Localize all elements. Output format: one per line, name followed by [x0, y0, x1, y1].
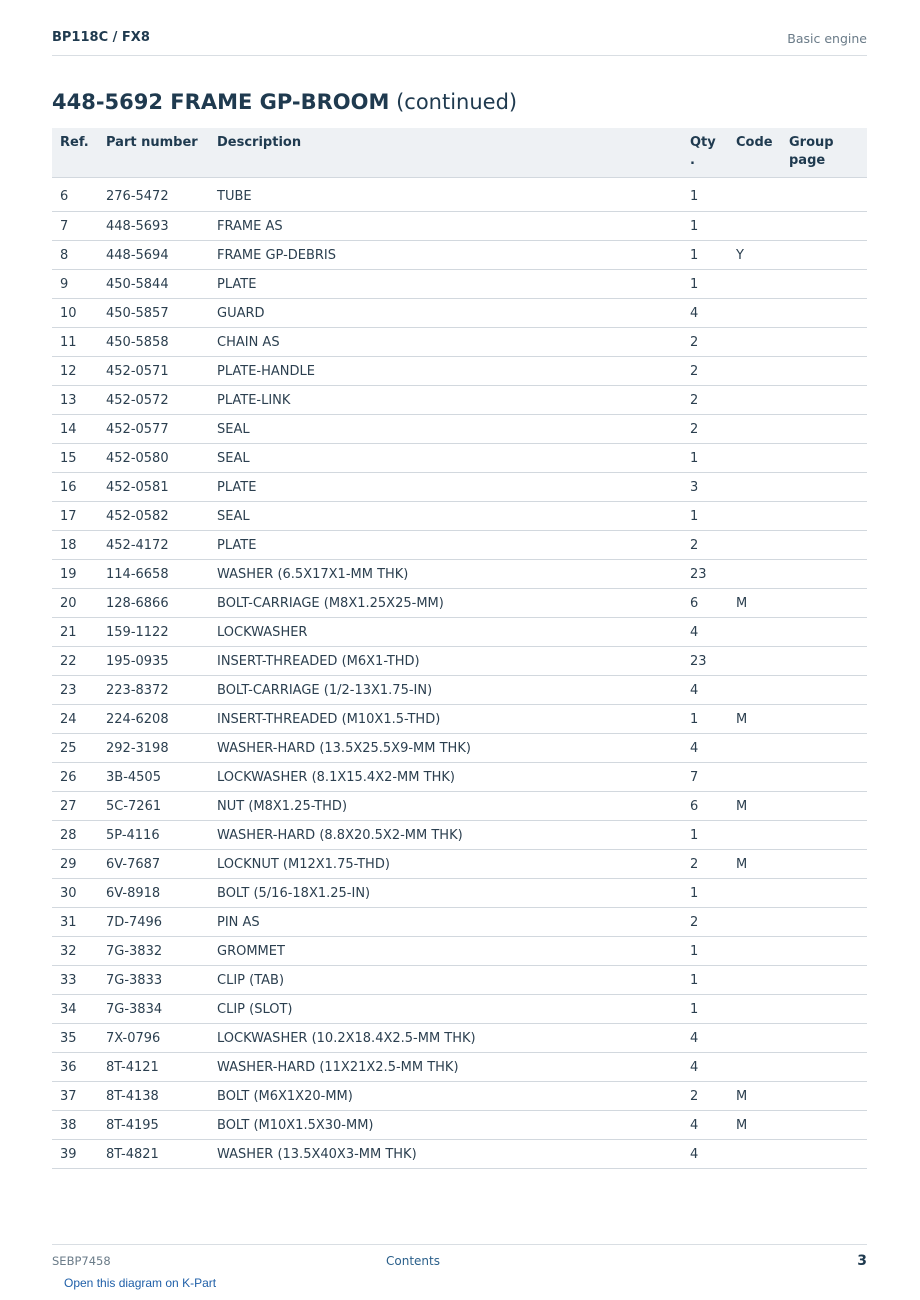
cell-desc: WASHER (13.5X40X3-MM THK): [209, 1140, 682, 1169]
cell-part: 450-5857: [98, 299, 209, 328]
cell-group: [781, 502, 867, 531]
cell-code: [728, 502, 781, 531]
table-row: [52, 763, 867, 792]
cell-part: 452-0572: [98, 386, 209, 415]
cell-code: [728, 908, 781, 937]
table-row: [52, 241, 867, 270]
cell-desc: TUBE: [209, 178, 682, 212]
cell-ref: 25: [52, 734, 98, 763]
cell-group: [781, 908, 867, 937]
cell-group: [781, 937, 867, 966]
cell-code: [728, 937, 781, 966]
cell-ref: 9: [52, 270, 98, 299]
table-row: [52, 850, 867, 879]
cell-part: 452-0577: [98, 415, 209, 444]
cell-desc: WASHER-HARD (8.8X20.5X2-MM THK): [209, 821, 682, 850]
table-row: [52, 178, 867, 212]
table-row: [52, 415, 867, 444]
table-row: [52, 1053, 867, 1082]
cell-qty: 2: [682, 328, 728, 357]
cell-part: 7G-3832: [98, 937, 209, 966]
page-footer: [52, 1244, 867, 1269]
cell-ref: 34: [52, 995, 98, 1024]
table-row: [52, 212, 867, 241]
table-row: [52, 270, 867, 299]
cell-qty: 1: [682, 966, 728, 995]
cell-group: [781, 178, 867, 212]
cell-qty: 1: [682, 937, 728, 966]
cell-code: [728, 995, 781, 1024]
page-title: [52, 90, 517, 114]
cell-group: [781, 1140, 867, 1169]
cell-group: [781, 676, 867, 705]
cell-desc: BOLT-CARRIAGE (1/2-13X1.75-IN): [209, 676, 682, 705]
kpart-link[interactable]: Open this diagram on K-Part: [64, 1276, 217, 1290]
table-row: [52, 1140, 867, 1169]
cell-ref: 37: [52, 1082, 98, 1111]
cell-group: [781, 415, 867, 444]
cell-ref: 17: [52, 502, 98, 531]
cell-part: 114-6658: [98, 560, 209, 589]
cell-desc: WASHER-HARD (11X21X2.5-MM THK): [209, 1053, 682, 1082]
cell-qty: 23: [682, 560, 728, 589]
cell-desc: BOLT (M6X1X20-MM): [209, 1082, 682, 1111]
cell-part: 8T-4195: [98, 1111, 209, 1140]
cell-ref: 27: [52, 792, 98, 821]
cell-part: 224-6208: [98, 705, 209, 734]
cell-qty: 1: [682, 705, 728, 734]
cell-part: 452-0582: [98, 502, 209, 531]
cell-ref: 7: [52, 212, 98, 241]
cell-part: 8T-4121: [98, 1053, 209, 1082]
cell-part: 276-5472: [98, 178, 209, 212]
cell-code: [728, 676, 781, 705]
cell-group: [781, 357, 867, 386]
cell-qty: 1: [682, 212, 728, 241]
cell-ref: 28: [52, 821, 98, 850]
cell-desc: INSERT-THREADED (M10X1.5-THD): [209, 705, 682, 734]
table-header-row: [52, 128, 867, 178]
cell-group: [781, 241, 867, 270]
cell-code: [728, 1024, 781, 1053]
cell-desc: GROMMET: [209, 937, 682, 966]
cell-desc: BOLT (M10X1.5X30-MM): [209, 1111, 682, 1140]
table-row: [52, 618, 867, 647]
table-row: [52, 299, 867, 328]
cell-group: [781, 1053, 867, 1082]
cell-code: M: [728, 850, 781, 879]
table-row: [52, 560, 867, 589]
cell-code: [728, 1140, 781, 1169]
cell-qty: 4: [682, 299, 728, 328]
cell-group: [781, 560, 867, 589]
cell-qty: 2: [682, 908, 728, 937]
cell-part: 452-0581: [98, 473, 209, 502]
cell-part: 5P-4116: [98, 821, 209, 850]
cell-qty: 1: [682, 270, 728, 299]
section-label: Basic engine: [787, 31, 867, 46]
table-row: [52, 792, 867, 821]
cell-code: M: [728, 1082, 781, 1111]
cell-desc: BOLT-CARRIAGE (M8X1.25X25-MM): [209, 589, 682, 618]
title-suffix: (continued): [396, 90, 518, 114]
col-part-header: Part number: [98, 128, 209, 178]
cell-desc: PLATE: [209, 473, 682, 502]
table-row: [52, 1111, 867, 1140]
cell-desc: BOLT (5/16-18X1.25-IN): [209, 879, 682, 908]
cell-desc: FRAME GP-DEBRIS: [209, 241, 682, 270]
model-label: BP118C / FX8: [52, 30, 150, 45]
cell-qty: 3: [682, 473, 728, 502]
cell-desc: SEAL: [209, 415, 682, 444]
cell-code: M: [728, 589, 781, 618]
cell-code: [728, 821, 781, 850]
cell-ref: 32: [52, 937, 98, 966]
cell-group: [781, 589, 867, 618]
cell-desc: PLATE-HANDLE: [209, 357, 682, 386]
cell-qty: 4: [682, 734, 728, 763]
cell-qty: 4: [682, 1024, 728, 1053]
cell-qty: 2: [682, 1082, 728, 1111]
cell-group: [781, 647, 867, 676]
cell-ref: 10: [52, 299, 98, 328]
cell-part: 195-0935: [98, 647, 209, 676]
cell-group: [781, 1024, 867, 1053]
table-row: [52, 1024, 867, 1053]
cell-ref: 15: [52, 444, 98, 473]
table-row: [52, 357, 867, 386]
cell-ref: 13: [52, 386, 98, 415]
cell-group: [781, 705, 867, 734]
cell-ref: 35: [52, 1024, 98, 1053]
cell-code: M: [728, 792, 781, 821]
cell-desc: LOCKWASHER (10.2X18.4X2.5-MM THK): [209, 1024, 682, 1053]
cell-ref: 23: [52, 676, 98, 705]
cell-ref: 30: [52, 879, 98, 908]
cell-ref: 33: [52, 966, 98, 995]
cell-qty: 4: [682, 1140, 728, 1169]
cell-ref: 16: [52, 473, 98, 502]
cell-part: 6V-7687: [98, 850, 209, 879]
cell-code: [728, 299, 781, 328]
table-row: [52, 676, 867, 705]
table-row: [52, 966, 867, 995]
cell-qty: 1: [682, 821, 728, 850]
cell-qty: 4: [682, 676, 728, 705]
title-main: 448-5692 FRAME GP-BROOM: [52, 90, 390, 114]
cell-ref: 19: [52, 560, 98, 589]
table-row: [52, 589, 867, 618]
cell-part: 7D-7496: [98, 908, 209, 937]
cell-group: [781, 270, 867, 299]
table-row: [52, 821, 867, 850]
cell-desc: SEAL: [209, 444, 682, 473]
cell-desc: CLIP (SLOT): [209, 995, 682, 1024]
cell-group: [781, 1082, 867, 1111]
cell-group: [781, 212, 867, 241]
cell-ref: 36: [52, 1053, 98, 1082]
cell-qty: 2: [682, 415, 728, 444]
cell-part: 159-1122: [98, 618, 209, 647]
col-code-header: Code: [728, 128, 781, 178]
cell-code: [728, 415, 781, 444]
cell-code: [728, 1053, 781, 1082]
cell-desc: GUARD: [209, 299, 682, 328]
table-row: [52, 502, 867, 531]
table-row: [52, 473, 867, 502]
cell-code: [728, 473, 781, 502]
cell-qty: 4: [682, 618, 728, 647]
cell-qty: 1: [682, 879, 728, 908]
cell-group: [781, 995, 867, 1024]
cell-ref: 22: [52, 647, 98, 676]
col-ref-header: Ref.: [52, 128, 98, 178]
cell-desc: WASHER-HARD (13.5X25.5X9-MM THK): [209, 734, 682, 763]
cell-part: 8T-4821: [98, 1140, 209, 1169]
cell-group: [781, 328, 867, 357]
cell-desc: FRAME AS: [209, 212, 682, 241]
cell-code: [728, 966, 781, 995]
cell-desc: LOCKWASHER: [209, 618, 682, 647]
cell-ref: 29: [52, 850, 98, 879]
cell-ref: 24: [52, 705, 98, 734]
cell-part: 7G-3833: [98, 966, 209, 995]
cell-ref: 8: [52, 241, 98, 270]
cell-part: 6V-8918: [98, 879, 209, 908]
cell-group: [781, 618, 867, 647]
table-row: [52, 1082, 867, 1111]
cell-ref: 31: [52, 908, 98, 937]
cell-qty: 1: [682, 241, 728, 270]
cell-ref: 39: [52, 1140, 98, 1169]
cell-part: 3B-4505: [98, 763, 209, 792]
cell-desc: PLATE: [209, 531, 682, 560]
cell-desc: PLATE: [209, 270, 682, 299]
cell-desc: LOCKNUT (M12X1.75-THD): [209, 850, 682, 879]
table-row: [52, 531, 867, 560]
cell-qty: 7: [682, 763, 728, 792]
cell-desc: NUT (M8X1.25-THD): [209, 792, 682, 821]
table-row: [52, 995, 867, 1024]
cell-group: [781, 966, 867, 995]
contents-link[interactable]: Contents: [386, 1254, 440, 1268]
cell-part: 128-6866: [98, 589, 209, 618]
cell-group: [781, 763, 867, 792]
cell-group: [781, 531, 867, 560]
cell-ref: 18: [52, 531, 98, 560]
cell-part: 292-3198: [98, 734, 209, 763]
table-row: [52, 386, 867, 415]
cell-group: [781, 821, 867, 850]
cell-code: [728, 270, 781, 299]
cell-qty: 4: [682, 1111, 728, 1140]
table-row: [52, 444, 867, 473]
cell-qty: 2: [682, 531, 728, 560]
table-row: [52, 647, 867, 676]
cell-qty: 2: [682, 386, 728, 415]
cell-code: [728, 763, 781, 792]
cell-code: [728, 386, 781, 415]
cell-desc: LOCKWASHER (8.1X15.4X2-MM THK): [209, 763, 682, 792]
cell-qty: 4: [682, 1053, 728, 1082]
table-row: [52, 879, 867, 908]
cell-ref: 26: [52, 763, 98, 792]
cell-qty: 1: [682, 995, 728, 1024]
cell-ref: 14: [52, 415, 98, 444]
cell-group: [781, 386, 867, 415]
cell-code: [728, 647, 781, 676]
cell-group: [781, 473, 867, 502]
cell-group: [781, 734, 867, 763]
cell-part: 452-0580: [98, 444, 209, 473]
cell-ref: 21: [52, 618, 98, 647]
cell-desc: CHAIN AS: [209, 328, 682, 357]
page-header: [52, 28, 867, 56]
cell-part: 452-0571: [98, 357, 209, 386]
cell-group: [781, 444, 867, 473]
cell-code: M: [728, 705, 781, 734]
parts-table: [52, 128, 867, 1169]
cell-group: [781, 299, 867, 328]
cell-desc: PIN AS: [209, 908, 682, 937]
cell-qty: 1: [682, 502, 728, 531]
cell-group: [781, 879, 867, 908]
cell-desc: PLATE-LINK: [209, 386, 682, 415]
cell-part: 7X-0796: [98, 1024, 209, 1053]
cell-code: [728, 879, 781, 908]
cell-qty: 6: [682, 792, 728, 821]
cell-ref: 38: [52, 1111, 98, 1140]
cell-code: [728, 560, 781, 589]
table-row: [52, 908, 867, 937]
cell-group: [781, 792, 867, 821]
cell-code: Y: [728, 241, 781, 270]
cell-code: M: [728, 1111, 781, 1140]
cell-qty: 1: [682, 178, 728, 212]
cell-desc: INSERT-THREADED (M6X1-THD): [209, 647, 682, 676]
cell-ref: 11: [52, 328, 98, 357]
col-desc-header: Description: [209, 128, 682, 178]
cell-qty: 2: [682, 850, 728, 879]
cell-code: [728, 328, 781, 357]
cell-code: [728, 444, 781, 473]
page-number: 3: [857, 1253, 867, 1269]
cell-part: 7G-3834: [98, 995, 209, 1024]
cell-ref: 6: [52, 178, 98, 212]
cell-qty: 6: [682, 589, 728, 618]
cell-qty: 1: [682, 444, 728, 473]
cell-group: [781, 850, 867, 879]
cell-ref: 12: [52, 357, 98, 386]
cell-ref: 20: [52, 589, 98, 618]
cell-code: [728, 734, 781, 763]
cell-part: 223-8372: [98, 676, 209, 705]
table-row: [52, 734, 867, 763]
cell-code: [728, 618, 781, 647]
cell-part: 448-5694: [98, 241, 209, 270]
cell-part: 448-5693: [98, 212, 209, 241]
cell-part: 450-5844: [98, 270, 209, 299]
cell-desc: SEAL: [209, 502, 682, 531]
col-qty-header: Qty .: [682, 128, 728, 178]
cell-qty: 23: [682, 647, 728, 676]
table-row: [52, 328, 867, 357]
cell-part: 8T-4138: [98, 1082, 209, 1111]
cell-code: [728, 357, 781, 386]
cell-qty: 2: [682, 357, 728, 386]
table-row: [52, 705, 867, 734]
cell-part: 5C-7261: [98, 792, 209, 821]
cell-code: [728, 531, 781, 560]
cell-code: [728, 212, 781, 241]
col-group-header: Group page: [781, 128, 867, 178]
table-row: [52, 937, 867, 966]
document-id: SEBP7458: [52, 1254, 111, 1268]
cell-desc: CLIP (TAB): [209, 966, 682, 995]
cell-part: 452-4172: [98, 531, 209, 560]
cell-code: [728, 178, 781, 212]
cell-desc: WASHER (6.5X17X1-MM THK): [209, 560, 682, 589]
cell-group: [781, 1111, 867, 1140]
cell-part: 450-5858: [98, 328, 209, 357]
